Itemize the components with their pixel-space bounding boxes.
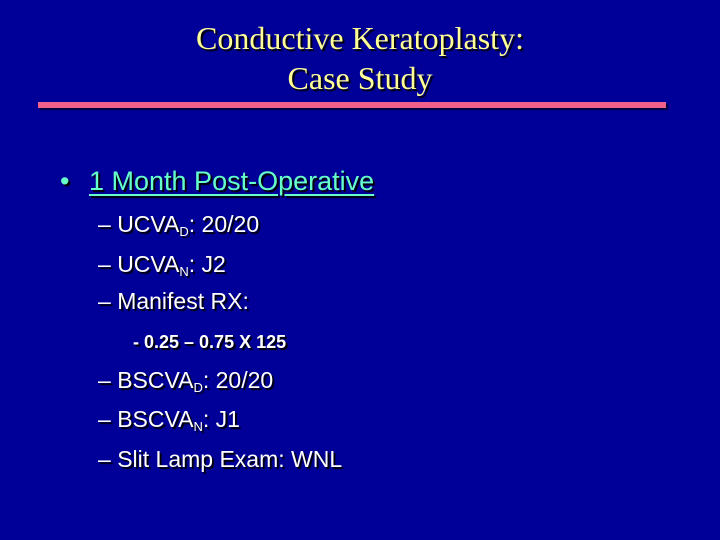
item-value: : J1 [202, 406, 240, 432]
item-dash: – [98, 446, 111, 472]
item-bscva-n [98, 405, 240, 433]
item-slit-lamp [98, 445, 342, 473]
title-line-1: Conductive Keratoplasty: [196, 20, 524, 56]
item-label: UCVA [117, 211, 180, 237]
item-value: : 20/20 [188, 211, 260, 237]
item-label: Slit Lamp Exam: WNL [117, 446, 343, 472]
item-bscva-d [98, 366, 273, 394]
item-dash: – [98, 251, 111, 277]
item-dash: – [98, 367, 111, 393]
item-manifest-rx [98, 287, 249, 315]
title-line-2: Case Study [287, 60, 433, 96]
item-label: BSCVA [117, 367, 194, 393]
item-label: Manifest RX: [117, 288, 249, 314]
item-dash: – [98, 288, 111, 314]
item-dash: – [98, 211, 111, 237]
manifest-rx-value: - 0.25 – 0.75 X 125 [133, 332, 287, 352]
item-value: : J2 [188, 251, 226, 277]
item-label: BSCVA [117, 406, 194, 432]
item-subscript: D [179, 224, 189, 239]
title-divider [38, 102, 666, 108]
item-subscript: D [193, 380, 203, 395]
bullet-post-operative [60, 164, 374, 198]
item-value: : 20/20 [202, 367, 274, 393]
item-ucva-n [98, 250, 226, 278]
item-ucva-d [98, 210, 259, 238]
item-subscript: N [193, 419, 203, 434]
bullet-heading: 1 Month Post-Operative [89, 166, 375, 196]
item-subscript: N [179, 264, 189, 279]
item-dash: – [98, 406, 111, 432]
bullet-marker: • [60, 166, 70, 196]
item-label: UCVA [117, 251, 180, 277]
slide-title [0, 18, 720, 98]
